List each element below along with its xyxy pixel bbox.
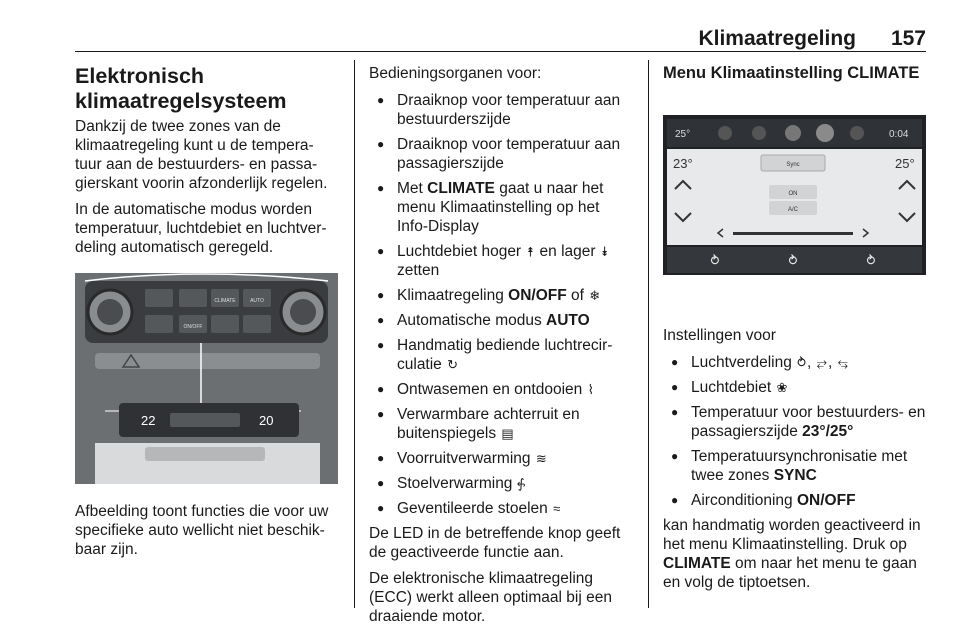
intro-paragraph: Dankzij de twee zones van de klimaatregeling kunt u de tempera-tuur aan de bestuurders- en passa-gierskant voorin afzonderlijk regelen.	[75, 118, 328, 192]
temp-right-label: 20	[259, 413, 274, 428]
list-item: ● Draaiknop voor temperatuur aan passagierszijde	[369, 135, 634, 173]
fan-off-icon: ❄	[589, 288, 601, 303]
rear-heat-icon: ▤	[501, 426, 514, 441]
list-item: ● Verwarmbare achterruit en buitenspiegels ▤	[369, 405, 634, 443]
controls-intro: Bedieningsorganen voor:	[369, 65, 542, 82]
settings-list	[663, 353, 928, 510]
page-number: 157	[890, 27, 926, 50]
list-item: ● Luchtverdeling ⥁, ⥂, ⥃	[663, 353, 928, 372]
auto-mode-paragraph: In de automatische modus worden temperatuur, luchtdebiet en luchtver-deling automatisch geregeld.	[75, 201, 327, 256]
air-distribution-icon: ⥁	[797, 355, 807, 370]
auto-label: AUTO	[250, 298, 264, 304]
section-heading: Elektronisch klimaatregelsysteem	[75, 64, 287, 113]
list-item: ● Automatische modus AUTO	[369, 311, 634, 330]
controls-list	[369, 91, 634, 518]
menu-heading: Menu Klimaatinstelling CLIMATE	[663, 64, 920, 82]
onoff-label: ON/OFF	[183, 324, 203, 330]
svg-text:⥁: ⥁	[710, 253, 720, 268]
temp-left-label: 22	[141, 413, 156, 428]
manual-paragraph: kan handmatig worden geactiveerd in het menu Klimaatinstelling. Druk op CLIMATE om naar het menu te gaan en volg de tiptoetsen.	[663, 517, 921, 591]
on-button: ON	[788, 191, 798, 197]
column-left	[75, 64, 340, 566]
air-distribution-icon: ⥂	[816, 355, 828, 370]
left-temp: 23°	[673, 156, 693, 171]
recirculation-icon: ↻	[447, 357, 459, 372]
climate-label: CLIMATE	[214, 298, 236, 304]
right-temp: 25°	[895, 156, 915, 171]
seat-heat-icon: ⨗	[517, 476, 525, 491]
list-item: ● Handmatig bediende luchtrecir-culatie ↻	[369, 336, 634, 374]
clock: 0:04	[889, 129, 909, 140]
led-paragraph: De LED in de betreffende knop geeft de geactiveerde functie aan.	[369, 525, 621, 561]
column-middle	[369, 64, 634, 633]
air-distribution-icon: ⥃	[837, 355, 849, 370]
fan-up-icon: ⯭	[526, 244, 535, 259]
outside-temp: 25°	[675, 129, 691, 140]
column-divider	[648, 60, 649, 608]
list-item: ● Temperatuursynchronisatie met twee zones SYNC	[663, 447, 928, 485]
column-right	[663, 64, 928, 599]
ecc-paragraph: De elektronische klimaatregeling (ECC) werkt alleen optimaal bij een draaiende motor.	[369, 570, 612, 625]
settings-intro: Instellingen voor	[663, 327, 776, 344]
climate-control-panel-image	[75, 273, 338, 484]
ac-button: A/C	[787, 207, 799, 213]
list-item: ● Draaiknop voor temperatuur aan bestuurderszijde	[369, 91, 634, 129]
fan-speed-icon: ❀	[776, 380, 788, 395]
sync-button: Sync	[786, 162, 800, 168]
windshield-heat-icon: ≋	[535, 451, 547, 466]
list-item: ● Luchtdebiet ❀	[663, 378, 928, 397]
seat-vent-icon: ≈	[553, 501, 561, 516]
list-item: ● Luchtdebiet hoger ⯭ en lager ⯯ zetten	[369, 242, 634, 280]
image-caption: Afbeelding toont functies die voor uw specifieke auto wellicht niet beschik-baar zijn.	[75, 503, 329, 558]
svg-text:⥁: ⥁	[788, 253, 798, 268]
list-item: ● Ontwasemen en ontdooien ⌇	[369, 380, 634, 399]
list-item: ● Voorruitverwarming ≋	[369, 449, 634, 468]
list-item: ● Met CLIMATE gaat u naar het menu Klimaatinstelling op het Info-Display	[369, 179, 634, 236]
list-item: ● Klimaatregeling ON/OFF of ❄	[369, 286, 634, 305]
svg-text:⥁: ⥁	[866, 253, 876, 268]
page-header	[75, 0, 926, 52]
list-item: ● Stoelverwarming ⨗	[369, 474, 634, 493]
list-item: ● Airconditioning ON/OFF	[663, 491, 928, 510]
climate-menu-screen-image	[663, 93, 926, 306]
column-divider	[354, 60, 355, 608]
fan-down-icon: ⯯	[600, 244, 609, 259]
page-header-title: Klimaatregeling	[698, 27, 856, 50]
list-item: ● Temperatuur voor bestuurders- en passagierszijde 23°/25°	[663, 403, 928, 441]
defrost-icon: ⌇	[587, 382, 594, 397]
list-item: ● Geventileerde stoelen ≈	[369, 499, 634, 518]
